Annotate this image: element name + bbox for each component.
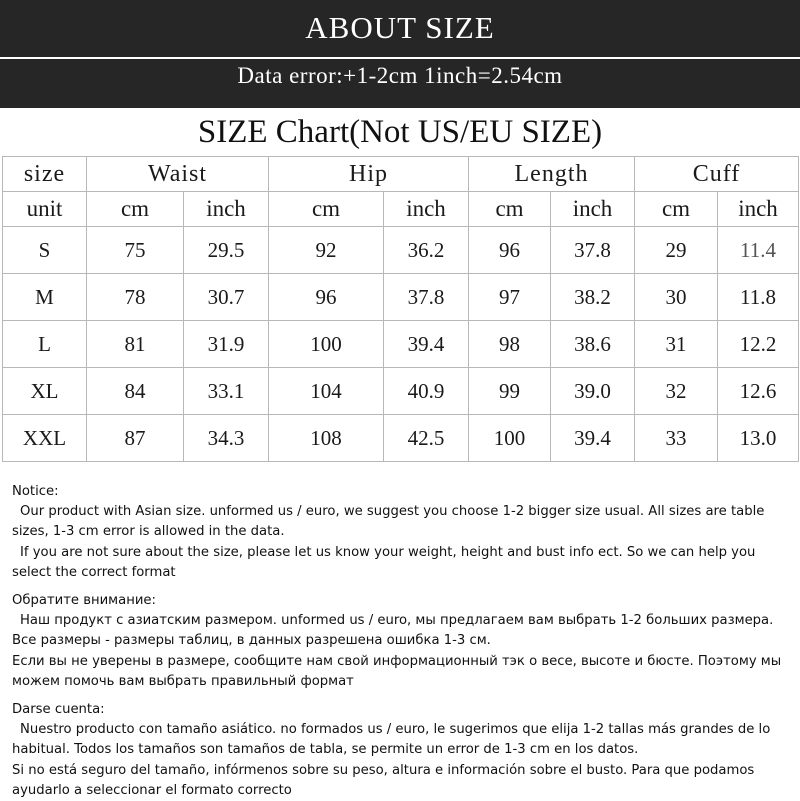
page-title: ABOUT SIZE [305, 10, 495, 45]
value-cell: 37.8 [384, 274, 469, 321]
value-cell: 11.8 [718, 274, 799, 321]
size-cell: S [3, 227, 87, 274]
value-cell: 96 [469, 227, 551, 274]
unit-cell: cm [269, 192, 384, 227]
hip-header: Hip [269, 157, 469, 192]
value-cell: 30.7 [184, 274, 269, 321]
value-cell: 100 [269, 321, 384, 368]
data-error-note: Data error:+1-2cm 1inch=2.54cm [237, 63, 563, 88]
size-chart-title: SIZE Chart(Not US/EU SIZE) [197, 114, 603, 150]
notice-paragraph: Если вы не уверены в размере, сообщите нам свой информационный тэк о весе, высоте и бюсте. Поэтому мы можем помочь вам выбрать правильный формат [12, 653, 782, 689]
waist-header: Waist [87, 157, 269, 192]
notice-paragraph: If you are not sure about the size, please let us know your weight, height and bust info ect. So we can help you select the correct format [12, 544, 756, 580]
header-divider [0, 57, 800, 59]
notice-paragraph: Si no está seguro del tamaño, infórmenos sobre su peso, altura e información sobre el busto. Para que podamos ayudarlo a seleccionar el formato correcto [12, 762, 755, 798]
value-cell: 12.6 [718, 368, 799, 415]
value-cell: 37.8 [551, 227, 635, 274]
notice-heading-es: Darse cuenta: [12, 702, 105, 718]
table-row [3, 415, 799, 462]
table-unit-row [3, 192, 799, 227]
value-cell: 84 [87, 368, 184, 415]
value-cell: 92 [269, 227, 384, 274]
value-cell: 31.9 [184, 321, 269, 368]
value-cell: 32 [635, 368, 718, 415]
cuff-header: Cuff [635, 157, 799, 192]
table-row [3, 321, 799, 368]
value-cell: 11.4 [718, 227, 799, 274]
value-cell: 108 [269, 415, 384, 462]
notice-heading-ru: Обратите внимание: [12, 593, 156, 609]
value-cell: 98 [469, 321, 551, 368]
value-cell: 40.9 [384, 368, 469, 415]
value-cell: 78 [87, 274, 184, 321]
size-cell: L [3, 321, 87, 368]
value-cell: 100 [469, 415, 551, 462]
value-cell: 96 [269, 274, 384, 321]
value-cell: 36.2 [384, 227, 469, 274]
value-cell: 104 [269, 368, 384, 415]
value-cell: 29.5 [184, 227, 269, 274]
unit-cell: cm [87, 192, 184, 227]
value-cell: 75 [87, 227, 184, 274]
value-cell: 31 [635, 321, 718, 368]
notice-paragraph: Nuestro producto con tamaño asiático. no formados us / euro, le sugerimos que elija 1-2 tallas más grandes de lo habitual. Todos los tamaños son tamaños de tabla, se permite un error de 1-3 cm en los datos. [12, 722, 771, 758]
notice-paragraph: Our product with Asian size. unformed us / euro, we suggest you choose 1-2 bigger size usual. All sizes are table sizes, 1-3 cm error is allowed in the data. [12, 504, 765, 540]
value-cell: 38.6 [551, 321, 635, 368]
unit-cell: cm [635, 192, 718, 227]
table-row [3, 274, 799, 321]
value-cell: 39.4 [384, 321, 469, 368]
value-cell: 87 [87, 415, 184, 462]
value-cell: 81 [87, 321, 184, 368]
length-header: Length [469, 157, 635, 192]
size-header: size [3, 157, 87, 192]
value-cell: 97 [469, 274, 551, 321]
unit-header: unit [3, 192, 87, 227]
header-banner [0, 0, 800, 108]
value-cell: 33.1 [184, 368, 269, 415]
unit-cell: inch [551, 192, 635, 227]
size-cell: M [3, 274, 87, 321]
value-cell: 12.2 [718, 321, 799, 368]
value-cell: 39.4 [551, 415, 635, 462]
value-cell: 42.5 [384, 415, 469, 462]
notice-paragraph: Наш продукт с азиатским размером. unformed us / euro, мы предлагаем вам выбрать 1-2 больших размера. Все размеры - размеры таблиц, в данных разрешена ошибка 1-3 см. [12, 613, 774, 649]
value-cell: 38.2 [551, 274, 635, 321]
size-cell: XXL [3, 415, 87, 462]
notice-section [12, 482, 792, 801]
unit-cell: cm [469, 192, 551, 227]
unit-cell: inch [184, 192, 269, 227]
value-cell: 30 [635, 274, 718, 321]
table-row [3, 227, 799, 274]
table-header-row [3, 157, 799, 192]
value-cell: 39.0 [551, 368, 635, 415]
value-cell: 99 [469, 368, 551, 415]
unit-cell: inch [384, 192, 469, 227]
size-table [2, 156, 799, 462]
size-cell: XL [3, 368, 87, 415]
value-cell: 33 [635, 415, 718, 462]
notice-heading-en: Notice: [12, 484, 59, 499]
value-cell: 13.0 [718, 415, 799, 462]
value-cell: 34.3 [184, 415, 269, 462]
table-row [3, 368, 799, 415]
unit-cell: inch [718, 192, 799, 227]
value-cell: 29 [635, 227, 718, 274]
